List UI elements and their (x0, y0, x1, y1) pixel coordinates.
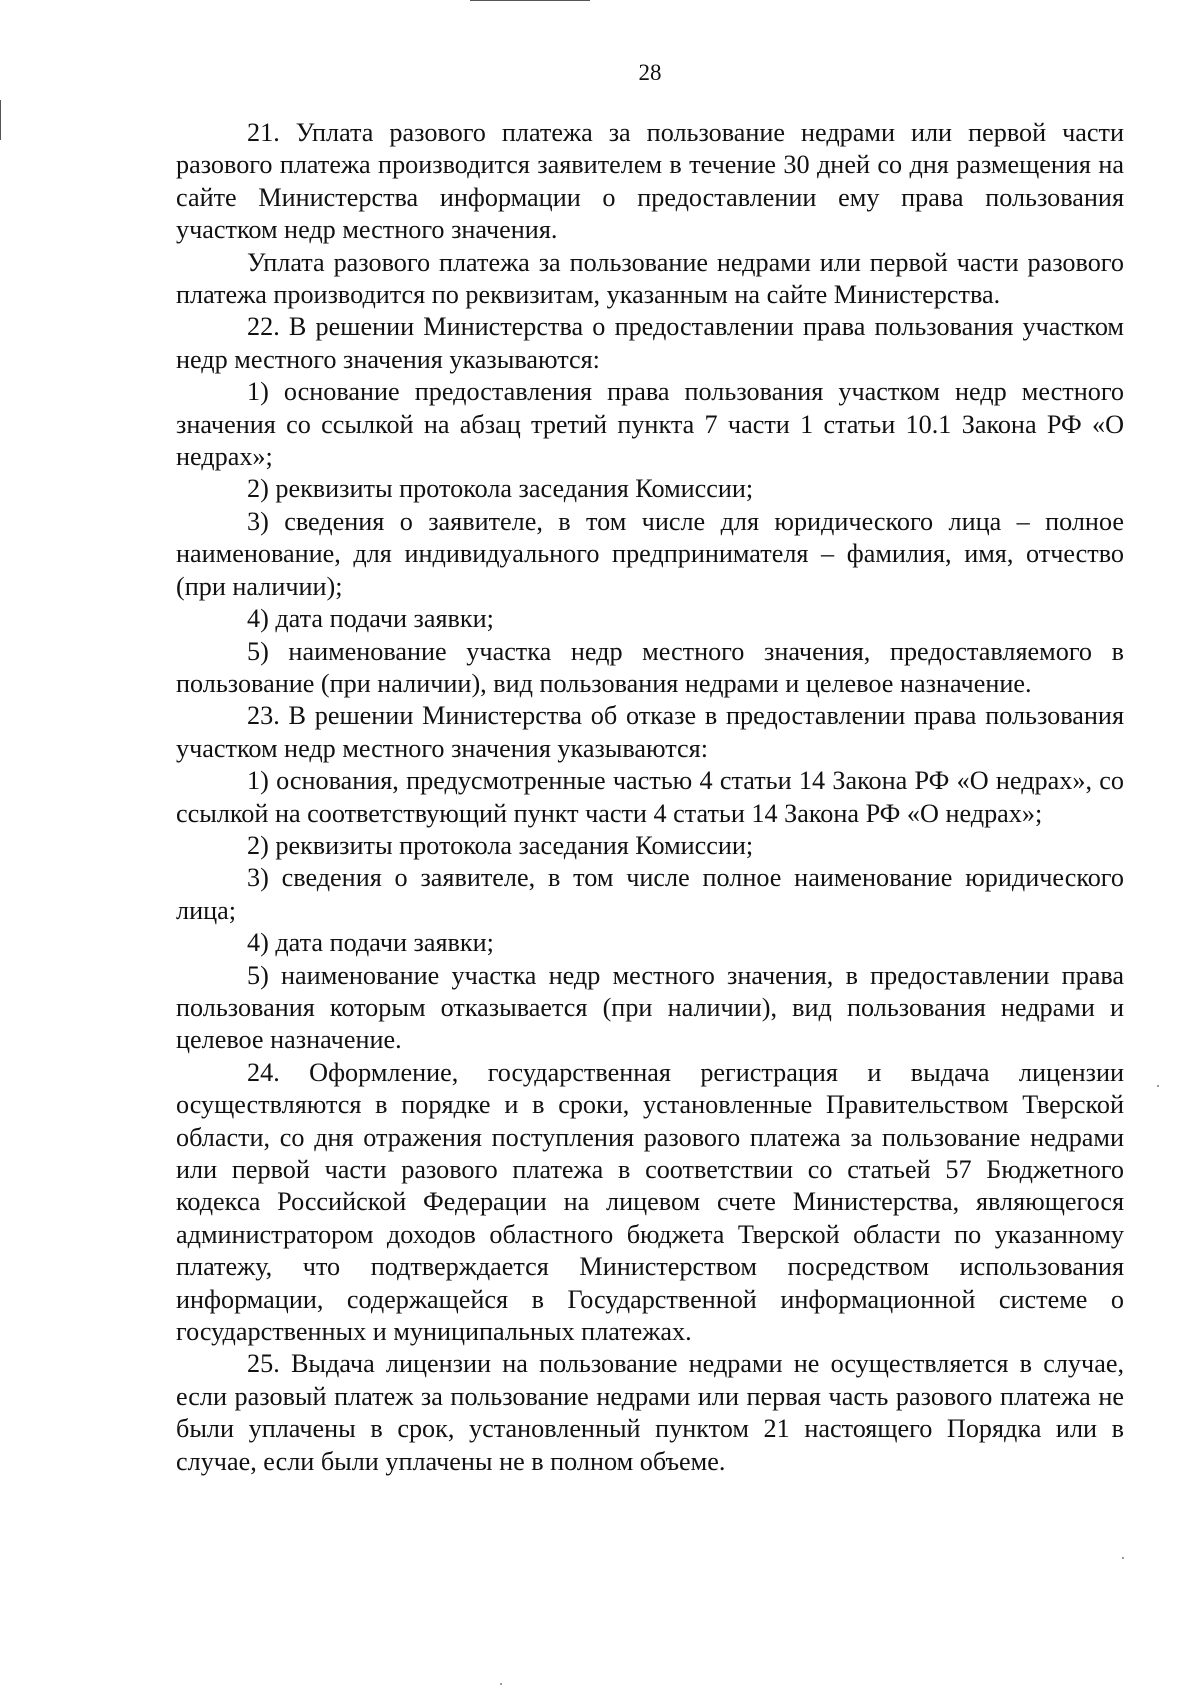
scan-speck (1122, 1557, 1124, 1559)
paragraph-22: 22. В решении Министерства о предоставлении права пользования участком недр местного значения указываются: (176, 312, 1124, 374)
scan-edge-top (470, 0, 590, 1)
list-item: 4) дата подачи заявки; (247, 928, 494, 958)
paragraph-23: 23. В решении Министерства об отказе в предоставлении права пользования участком недр местного значения указываются: (176, 701, 1124, 763)
list-item: 5) наименование участка недр местного значения, предоставляемого в пользование (при наличии), вид пользования недрами и целевое назначение. (176, 636, 1124, 698)
paragraph-24: 24. Оформление, государственная регистрация и выдача лицензии осуществляются в порядке и в сроки, установленные Правительством Тверской области, со дня отражения поступления разового платежа за пользование недрами или первой части разового платежа в соответствии со статьей 57 Бюджетного кодекса Российской Федерации на лицевом счете Министерства, являющегося администратором доходов областного бюджета Тверской области по указанному платежу, что подтверждается Министерством посредством использования информации, содержащейся в Государственной информационной системе о государственных и муниципальных платежах. (176, 1057, 1124, 1347)
list-item: 2) реквизиты протокола заседания Комиссии; (247, 830, 754, 860)
paragraph-21: 21. Уплата разового платежа за пользование недрами или первой части разового платежа производится заявителем в течение 30 дней со дня размещения на сайте Министерства информации о предоставлении ему права пользования участком недр местного значения. (176, 118, 1124, 245)
list-item: 5) наименование участка недр местного значения, в предоставлении права пользования которым отказывается (при наличии), вид пользования недрами и целевое назначение. (176, 960, 1124, 1055)
list-item: 4) дата подачи заявки; (247, 604, 494, 634)
list-item: 1) основание предоставления права пользования участком недр местного значения со ссылкой на абзац третий пункта 7 части 1 статьи 10.1 Закона РФ «О недрах»; (176, 377, 1124, 472)
list-item: 2) реквизиты протокола заседания Комиссии; (247, 474, 754, 504)
list-item: 3) сведения о заявителе, в том числе полное наименование юридического лица; (176, 863, 1124, 925)
list-item: 1) основания, предусмотренные частью 4 статьи 14 Закона РФ «О недрах», со ссылкой на соответствующий пункт части 4 статьи 14 Закона РФ «О недрах»; (176, 766, 1124, 828)
paragraph-25: 25. Выдача лицензии на пользование недрами не осуществляется в случае, если разовый платеж за пользование недрами или первая часть разового платежа не были уплачены в срок, установленный пунктом 21 настоящего Порядка или в случае, если были уплачены не в полном объеме. (176, 1349, 1124, 1476)
paragraph-21-payment-details: Уплата разового платежа за пользование недрами или первой части разового платежа производится по реквизитам, указанным на сайте Министерства. (176, 247, 1124, 310)
scan-speck (500, 1683, 502, 1685)
scan-speck (1157, 1085, 1159, 1087)
scan-edge-left (0, 100, 1, 140)
page-number: 28 (638, 60, 662, 85)
document-body (176, 117, 1124, 1478)
list-item: 3) сведения о заявителе, в том числе для юридического лица – полное наименование, для индивидуального предпринимателя – фамилия, имя, отчество (при наличии); (176, 506, 1124, 601)
